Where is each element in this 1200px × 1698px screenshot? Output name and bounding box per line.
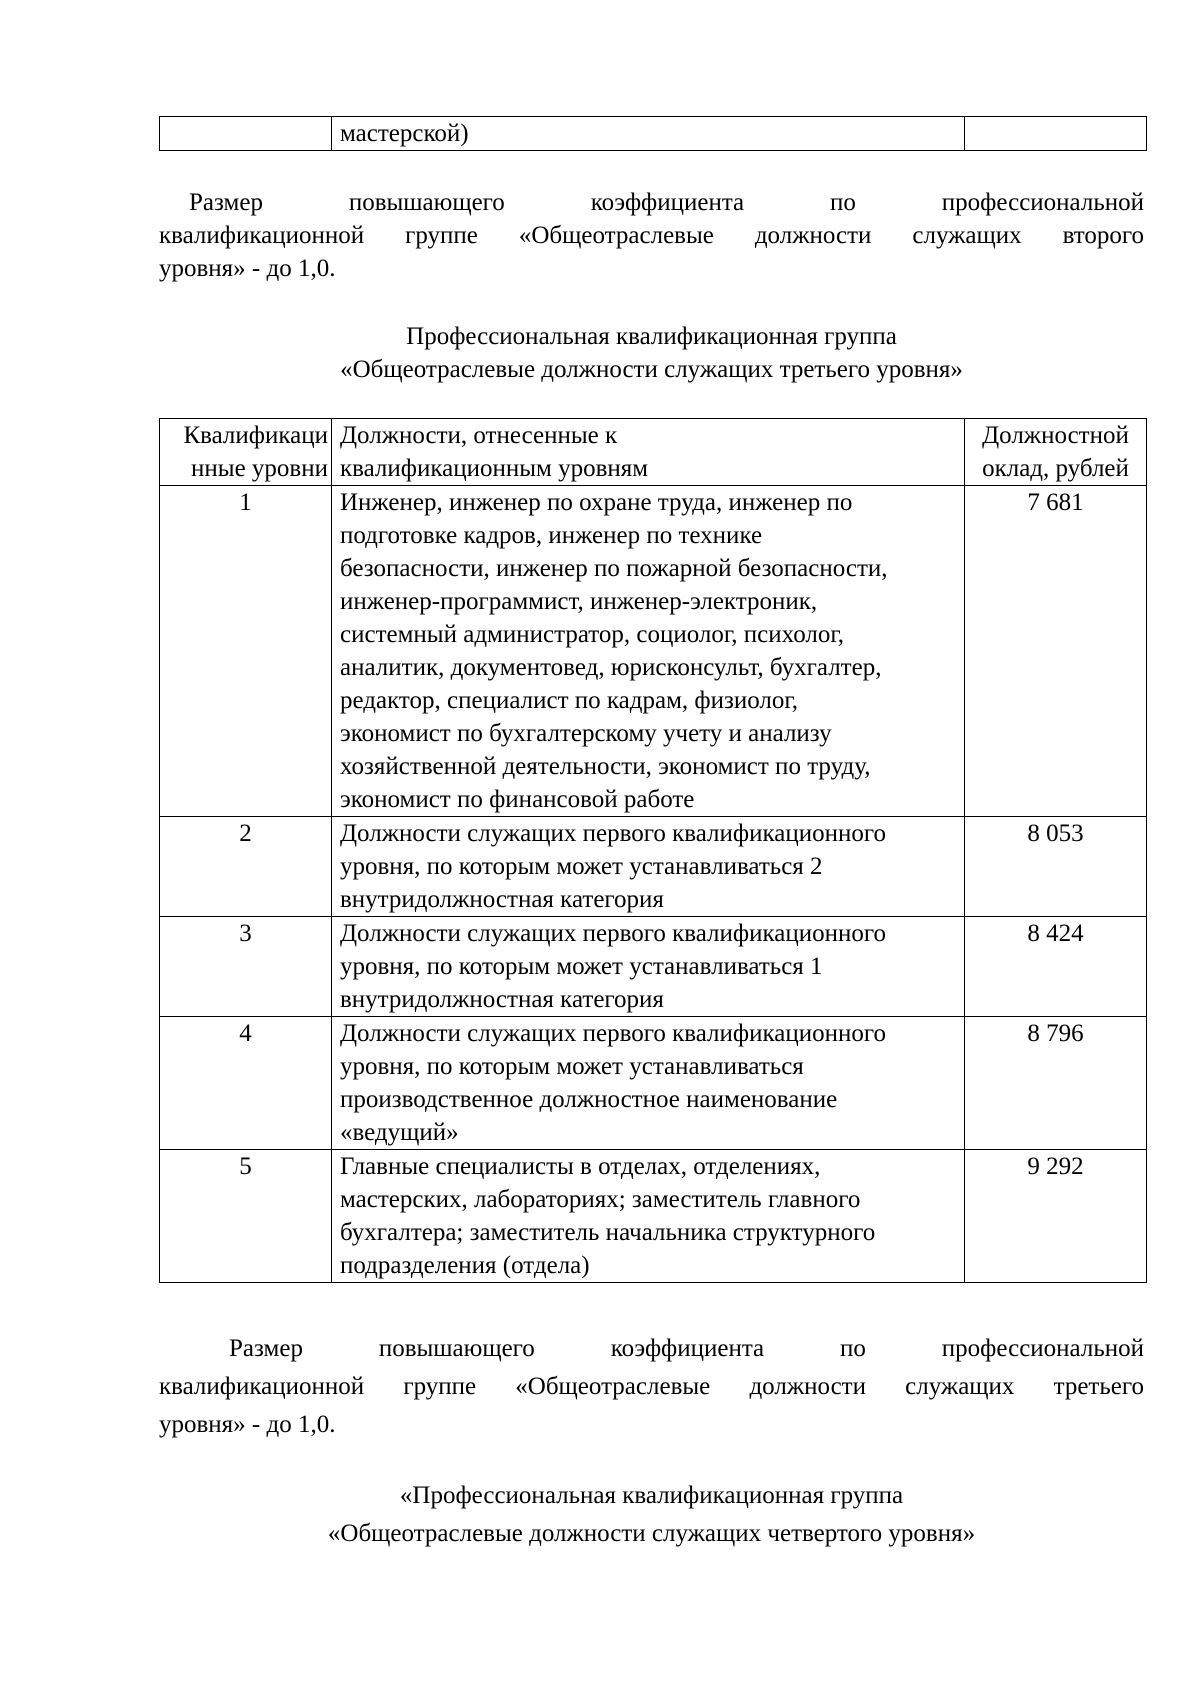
position-line: мастерских, лабораториях; заместитель главного — [340, 1186, 861, 1213]
salary-cell: 7 681 — [965, 486, 1147, 817]
header-text: Должности, отнесенные к — [340, 422, 618, 449]
position-line: производственное должностное наименование — [340, 1086, 838, 1113]
table-row — [160, 486, 1147, 817]
position-line: редактор, специалист по кадрам, физиолог, — [340, 687, 799, 714]
table-cell — [965, 117, 1147, 151]
positions-cell — [332, 486, 965, 817]
position-line: хозяйственной деятельности, экономист по труду, — [340, 753, 871, 780]
position-line: уровня, по которым может устанавливаться 1 — [340, 953, 823, 980]
position-line: экономист по финансовой работе — [340, 786, 695, 813]
position-line: Должности служащих первого квалификационного — [340, 820, 886, 847]
position-line: системный администратор, социолог, психолог, — [340, 621, 845, 648]
table-cell — [160, 117, 332, 151]
salary-cell: 8 424 — [965, 917, 1147, 1017]
group-heading-4 — [159, 1477, 1144, 1553]
position-line: бухгалтера; заместитель начальника структурного — [340, 1219, 876, 1246]
positions-cell — [332, 1017, 965, 1150]
position-line: внутридолжностная категория — [340, 986, 664, 1013]
table-header-row — [160, 419, 1147, 486]
level-cell: 5 — [160, 1150, 332, 1283]
position-line: внутридолжностная категория — [340, 886, 664, 913]
position-line: безопасности, инженер по пожарной безопасности, — [340, 555, 888, 582]
positions-cell — [332, 817, 965, 917]
position-line: уровня, по которым может устанавливаться 2 — [340, 853, 823, 880]
header-text: квалификационным уровням — [340, 455, 649, 482]
paragraph-line: Размер повышающего коэффициента по профессиональной — [189, 189, 1144, 216]
heading-line: «Общеотраслевые должности служащих четвертого уровня» — [327, 1520, 976, 1547]
header-salary — [965, 419, 1147, 486]
table-row — [160, 117, 1147, 151]
position-line: подразделения (отдела) — [340, 1252, 590, 1279]
salary-cell: 8 796 — [965, 1017, 1147, 1150]
position-line: экономист по бухгалтерскому учету и анализу — [340, 720, 832, 747]
paragraph-line: квалификационной группе «Общеотраслевые должности служащих второго — [159, 222, 1144, 249]
table-row — [160, 1150, 1147, 1283]
header-text: оклад, рублей — [982, 455, 1129, 482]
position-line: аналитик, документовед, юрисконсульт, бухгалтер, — [340, 654, 882, 681]
header-text: нные уровни — [191, 455, 328, 482]
position-line: Инженер, инженер по охране труда, инженер по — [340, 489, 853, 516]
position-line: Должности служащих первого квалификационного — [340, 920, 886, 947]
salary-cell: 8 053 — [965, 817, 1147, 917]
position-line: Главные специалисты в отделах, отделениях, — [340, 1153, 821, 1180]
table-cell: мастерской) — [332, 117, 965, 151]
table-row — [160, 817, 1147, 917]
position-line: уровня, по которым может устанавливаться — [340, 1053, 804, 1080]
coefficient-paragraph-1 — [159, 186, 1144, 285]
position-line: подготовке кадров, инженер по технике — [340, 522, 763, 549]
salary-cell: 9 292 — [965, 1150, 1147, 1283]
paragraph-line: Размер повышающего коэффициента по профессиональной — [229, 1335, 1144, 1362]
paragraph-line: уровня» - до 1,0. — [159, 255, 336, 282]
coefficient-paragraph-2 — [159, 1330, 1144, 1444]
heading-line: «Общеотраслевые должности служащих третьего уровня» — [340, 356, 963, 383]
table-row — [160, 1017, 1147, 1150]
heading-line: Профессиональная квалификационная группа — [406, 323, 897, 350]
positions-cell — [332, 1150, 965, 1283]
level-cell: 2 — [160, 817, 332, 917]
paragraph-line: уровня» - до 1,0. — [159, 1411, 336, 1438]
salary-table — [159, 418, 1147, 1283]
position-line: «ведущий» — [340, 1119, 459, 1146]
table-row — [160, 917, 1147, 1017]
positions-cell — [332, 917, 965, 1017]
level-cell: 4 — [160, 1017, 332, 1150]
paragraph-line: квалификационной группе «Общеотраслевые должности служащих третьего — [159, 1373, 1144, 1400]
header-positions — [332, 419, 965, 486]
position-line: Должности служащих первого квалификационного — [340, 1020, 886, 1047]
top-table — [159, 116, 1147, 151]
header-text: Квалификаци — [183, 422, 328, 449]
header-text: Должностной — [982, 422, 1129, 449]
header-level — [160, 419, 332, 486]
position-line: инженер-программист, инженер-электроник, — [340, 588, 818, 615]
heading-line: «Профессиональная квалификационная группа — [399, 1482, 904, 1509]
level-cell: 3 — [160, 917, 332, 1017]
level-cell: 1 — [160, 486, 332, 817]
group-heading-3 — [159, 320, 1144, 386]
